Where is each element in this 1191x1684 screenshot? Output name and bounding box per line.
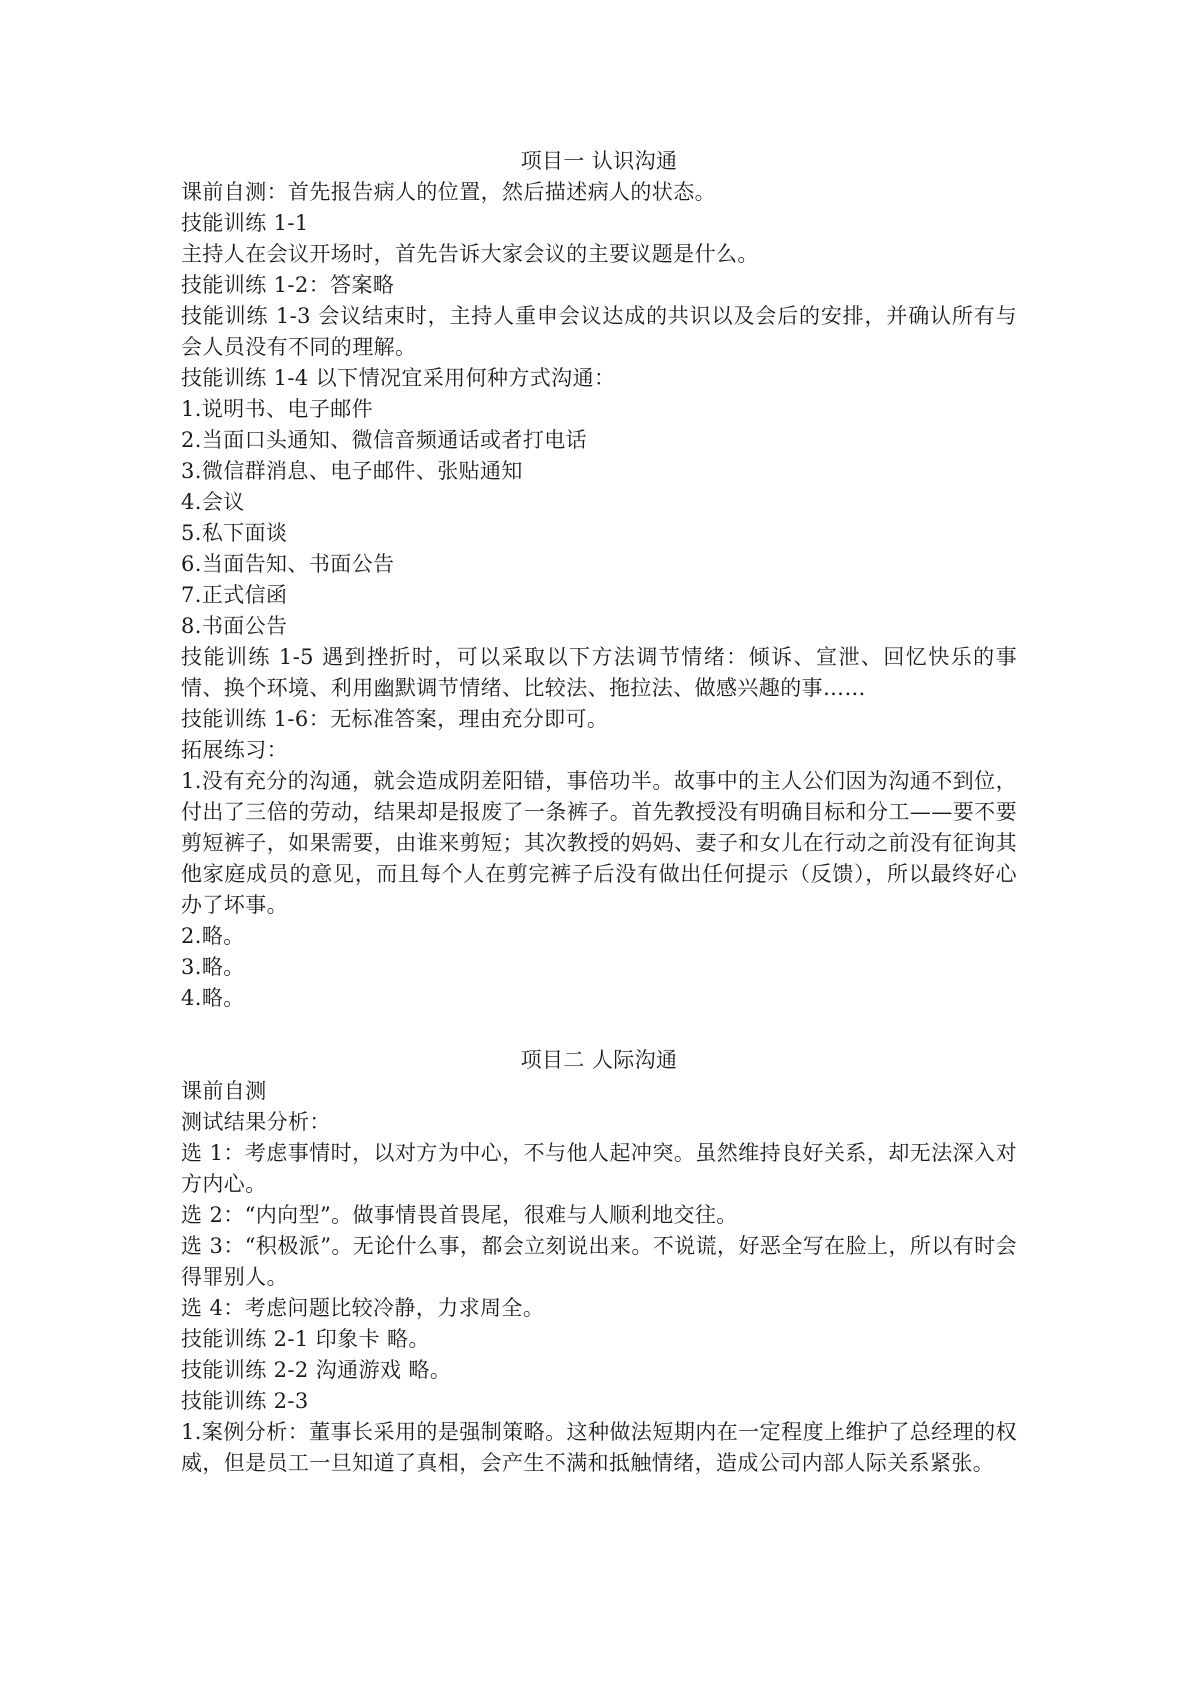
section-spacer <box>181 1014 1017 1045</box>
skill-2-1-line: 技能训练 2-1 印象卡 略。 <box>181 1327 430 1351</box>
case-analysis-paragraph: 1.案例分析：董事长采用的是强制策略。这种做法短期内在一定程度上维护了总经理的权威，但是员工一旦知道了真相，会产生不满和抵触情绪，造成公司内部人际关系紧张。 <box>181 1420 1017 1475</box>
option-1-paragraph: 选 1：考虑事情时，以对方为中心，不与他人起冲突。虽然维持良好关系，却无法深入对方内心。 <box>181 1141 1017 1196</box>
skill-1-4-item: 5.私下面谈 <box>181 521 288 545</box>
skill-1-4-item: 3.微信群消息、电子邮件、张贴通知 <box>181 459 523 483</box>
skill-1-4-heading: 技能训练 1-4 以下情况宜采用何种方式沟通： <box>181 366 616 390</box>
document-page <box>181 146 1017 1479</box>
extension-item: 2.略。 <box>181 924 245 948</box>
skill-1-1-heading: 技能训练 1-1 <box>181 211 309 235</box>
skill-1-4-item: 6.当面告知、书面公告 <box>181 552 395 576</box>
skill-1-4-item: 4.会议 <box>181 490 245 514</box>
skill-1-5-paragraph: 技能训练 1-5 遇到挫折时，可以采取以下方法调节情绪：倾诉、宣泄、回忆快乐的事情、换个环境、利用幽默调节情绪、比较法、拖拉法、做感兴趣的事…… <box>181 645 1017 700</box>
extension-item: 4.略。 <box>181 986 245 1010</box>
pretest-2-heading: 课前自测 <box>181 1079 267 1103</box>
pretest-1-line: 课前自测：首先报告病人的位置，然后描述病人的状态。 <box>181 180 716 204</box>
skill-2-3-heading: 技能训练 2-3 <box>181 1389 309 1413</box>
skill-1-2-line: 技能训练 1-2：答案略 <box>181 273 395 297</box>
option-3-paragraph: 选 3：“积极派”。无论什么事，都会立刻说出来。不说谎，好恶全写在脸上，所以有时会得罪别人。 <box>181 1234 1017 1289</box>
skill-1-6-line: 技能训练 1-6：无标准答案，理由充分即可。 <box>181 707 609 731</box>
skill-1-4-item: 2.当面口头通知、微信音频通话或者打电话 <box>181 428 588 452</box>
skill-1-4-item: 7.正式信函 <box>181 583 288 607</box>
skill-1-4-item: 8.书面公告 <box>181 614 288 638</box>
extension-item: 3.略。 <box>181 955 245 979</box>
test-result-heading: 测试结果分析： <box>181 1110 331 1134</box>
option-4-line: 选 4：考虑问题比较冷静，力求周全。 <box>181 1296 545 1320</box>
skill-1-1-answer: 主持人在会议开场时，首先告诉大家会议的主要议题是什么。 <box>181 242 759 266</box>
section-1-title: 项目一 认识沟通 <box>520 149 678 173</box>
option-2-line: 选 2：“内向型”。做事情畏首畏尾，很难与人顺利地交往。 <box>181 1203 738 1227</box>
section-2-title: 项目二 人际沟通 <box>520 1048 678 1072</box>
extension-heading: 拓展练习： <box>181 738 288 762</box>
skill-1-4-item: 1.说明书、电子邮件 <box>181 397 374 421</box>
skill-2-2-line: 技能训练 2-2 沟通游戏 略。 <box>181 1358 452 1382</box>
extension-paragraph: 1.没有充分的沟通，就会造成阴差阳错，事倍功半。故事中的主人公们因为沟通不到位，付出了三倍的劳动，结果却是报废了一条裤子。首先教授没有明确目标和分工——要不要剪短裤子，如果需要，由谁来剪短；其次教授的妈妈、妻子和女儿在行动之前没有征询其他家庭成员的意见，而且每个人在剪完裤子后没有做出任何提示（反馈），所以最终好心办了坏事。 <box>181 769 1017 917</box>
skill-1-3-paragraph: 技能训练 1-3 会议结束时，主持人重申会议达成的共识以及会后的安排，并确认所有与会人员没有不同的理解。 <box>181 304 1017 359</box>
